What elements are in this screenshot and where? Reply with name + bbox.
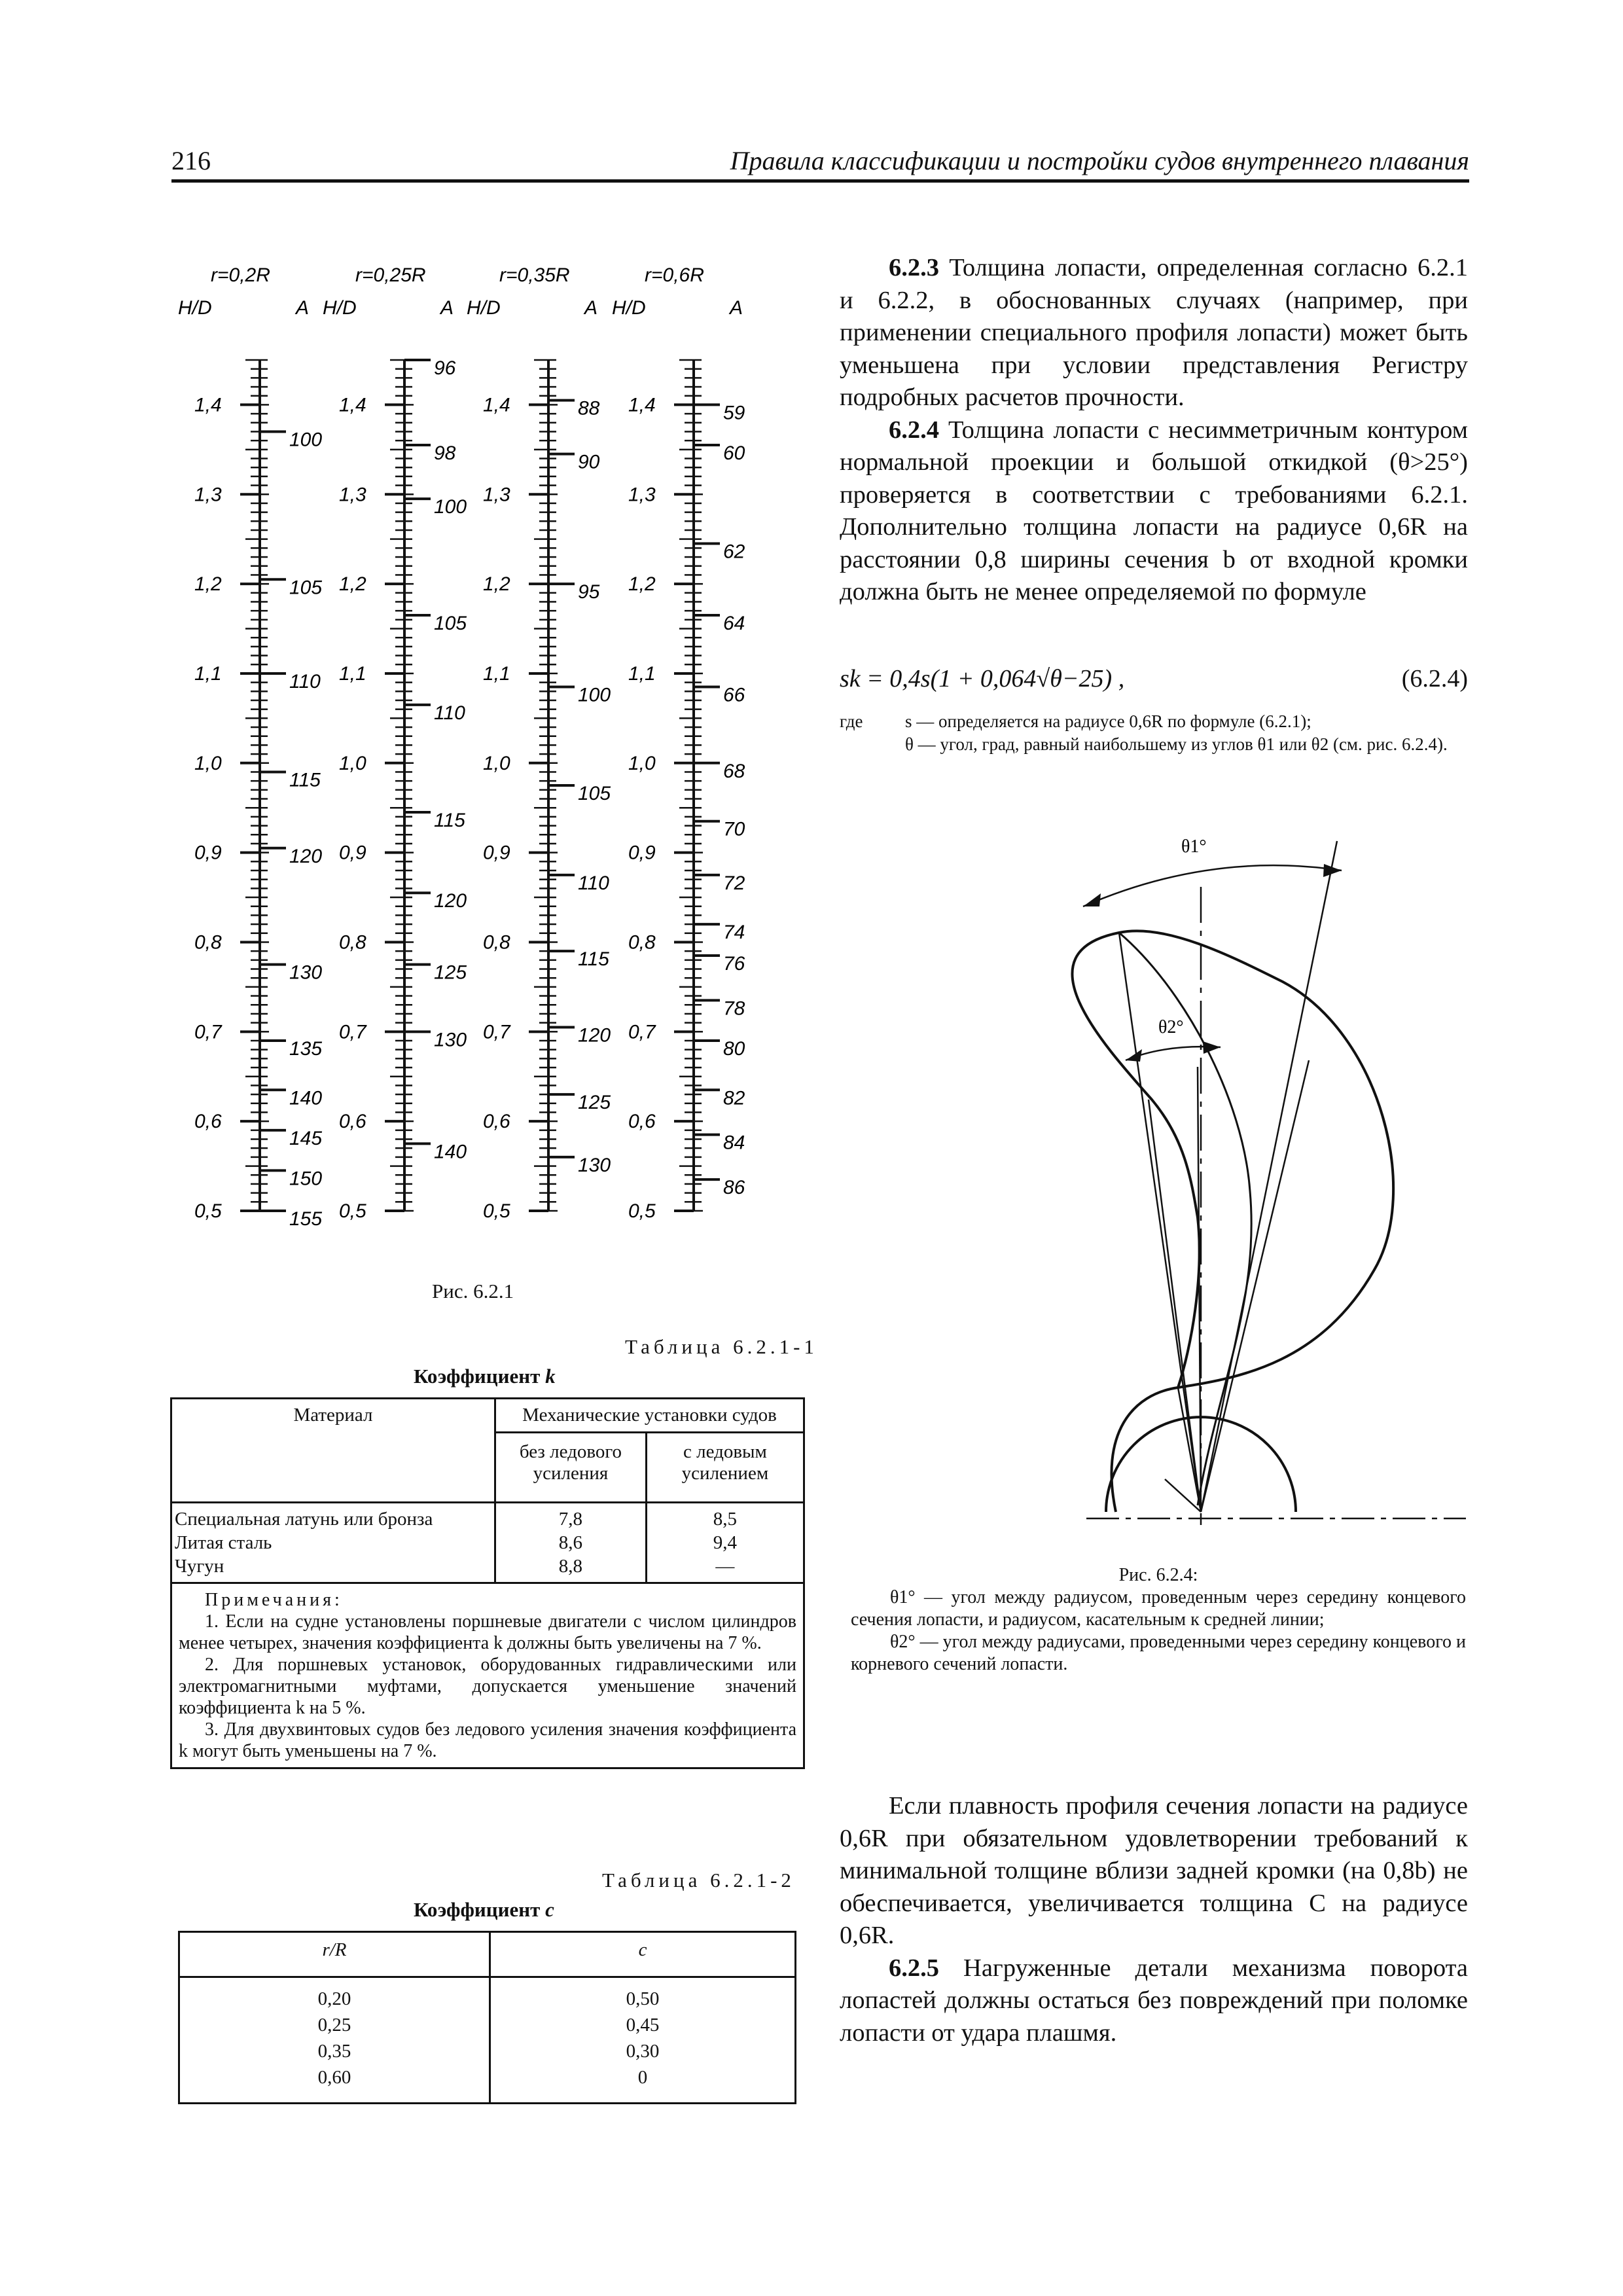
hd-tick-label: 1,0 [483, 752, 510, 774]
a-tick-label: 100 [289, 429, 323, 451]
hd-tick-label: 0,5 [194, 1200, 222, 1222]
a-tick-label: 115 [289, 769, 321, 791]
a-tick-label: 105 [578, 783, 611, 804]
c-value: 0,30 [626, 2041, 660, 2062]
scale-hd-header: H/D [178, 297, 212, 319]
hd-tick-label: 0,6 [194, 1111, 222, 1133]
hd-tick-label: 0,8 [339, 931, 366, 954]
a-tick-label: 86 [723, 1177, 745, 1199]
value-cell: 8,8 [558, 1556, 583, 1577]
running-title: Правила классификации и постройки судов внутреннего плавания [730, 146, 1469, 175]
hd-tick-label: 1,4 [483, 394, 510, 416]
section-text-top [840, 252, 1468, 609]
a-tick-label: 120 [578, 1024, 611, 1047]
hd-tick-label: 0,9 [194, 842, 222, 864]
hd-tick-label: 1,3 [483, 484, 510, 506]
hd-tick-label: 1,1 [339, 662, 366, 685]
hd-tick-label: 1,1 [194, 662, 222, 685]
paragraph-after-figure: Если плавность профиля сечения лопасти на радиусе 0,6R при обязательном удовлетворении требований к минимальной толщине вблизи задней кромки (на 0,8b) не обеспечивается, увеличивается толщина С на радиусе 0,6R. [840, 1792, 1468, 1949]
scale-r-label: r=0,35R [499, 264, 570, 286]
hd-tick-label: 0,9 [483, 842, 510, 864]
note-item: 2. Для поршневых установок, оборудованных гидравлическими или электромагнитными муфтами, допускается уменьшение значений коэффициента k на 5 %. [179, 1655, 796, 1718]
a-tick-label: 120 [289, 845, 323, 867]
value-cell: 7,8 [558, 1509, 583, 1530]
a-tick-label: 155 [289, 1208, 323, 1230]
a-tick-label: 110 [434, 702, 465, 724]
figure-6-2-1-caption: Рис. 6.2.1 [432, 1280, 514, 1302]
col-c: c [490, 1932, 796, 1977]
a-tick-label: 150 [289, 1168, 323, 1190]
legend-theta: θ — угол, град, равный наибольшему из углов θ1 или θ2 (см. рис. 6.2.4). [905, 734, 1448, 754]
arrowhead [1203, 1041, 1221, 1054]
table-k [170, 1397, 805, 1769]
a-tick-label: 64 [723, 613, 745, 634]
hd-tick-label: 0,5 [483, 1200, 510, 1222]
material-cell: Специальная латунь или бронза [175, 1509, 433, 1530]
c-value: 0 [637, 2067, 648, 2088]
arrowhead [1126, 1049, 1142, 1062]
hd-tick-label: 0,8 [483, 931, 510, 954]
a-tick-label: 115 [578, 948, 609, 971]
a-tick-label: 80 [723, 1038, 745, 1060]
clause-number: 6.2.4 [889, 416, 939, 444]
hd-tick-label: 1,0 [628, 752, 656, 774]
a-tick-label: 82 [723, 1087, 745, 1109]
hd-tick-label: 1,4 [194, 394, 222, 416]
note-item: 3. Для двухвинтовых судов без ледового усиления значения коэффициента k могут быть уменьшены на 7 %. [179, 1719, 796, 1761]
scale-hd-header: H/D [612, 297, 646, 319]
hd-tick-label: 0,6 [628, 1111, 656, 1133]
scale-hd-header: H/D [323, 297, 357, 319]
clause-number: 6.2.5 [889, 1954, 939, 1982]
material-cell: Чугун [175, 1556, 224, 1577]
a-tick-label: 100 [578, 684, 611, 706]
a-tick-label: 145 [289, 1127, 323, 1149]
clause-text: Толщина лопасти, определенная согласно 6.2.1 и 6.2.2, в обоснованных случаях (например, при применении специального профиля лопасти) может быть уменьшена при условии представления Регистру подробных расчетов прочности. [840, 254, 1468, 411]
hd-tick-label: 1,4 [339, 394, 366, 416]
theta2-label: θ2° [1158, 1017, 1184, 1037]
a-tick-label: 125 [578, 1092, 611, 1114]
a-tick-label: 88 [578, 397, 600, 420]
col-ice: с ледовым усилением [646, 1433, 804, 1503]
hd-tick-label: 1,1 [483, 662, 510, 685]
table-k-notes [171, 1583, 804, 1768]
col-no-ice: без ледового усиления [495, 1433, 647, 1503]
a-tick-label: 140 [434, 1141, 467, 1163]
radius-line-tangent [1201, 841, 1337, 1512]
note-item: 1. Если на судне установлены поршневые двигатели с числом цилиндров менее четырех, значения коэффициента k должны быть увеличены на 7 %. [179, 1611, 796, 1653]
hd-tick-label: 0,9 [339, 842, 366, 864]
r-value: 0,20 [317, 1988, 351, 2009]
clause-text: Толщина лопасти с несимметричным контуром нормальной проекции и большой откидкой (θ>25°) проверяется в соответствии с требованиями 6.2.1. Дополнительно толщина лопасти на радиусе 0,6R на расстоянии 0,8 ширины сечения b от входной кромки должна быть не менее определяемой по формуле [840, 416, 1468, 605]
hd-tick-label: 0,7 [483, 1021, 510, 1043]
where-word: где [840, 711, 863, 731]
c-value: 0,45 [626, 2015, 660, 2036]
a-tick-label: 66 [723, 684, 745, 706]
hd-tick-label: 0,5 [339, 1200, 366, 1222]
scale-hd-header: H/D [467, 297, 501, 319]
hd-tick-label: 1,3 [194, 484, 222, 506]
radius-line [1149, 1100, 1201, 1512]
a-tick-label: 130 [578, 1154, 611, 1176]
a-tick-label: 105 [434, 613, 467, 634]
hd-tick-label: 0,6 [339, 1111, 366, 1133]
hd-tick-label: 0,8 [194, 931, 222, 954]
a-tick-label: 115 [434, 810, 465, 832]
scale-a-header: A [440, 297, 454, 319]
caption-desc-1: θ1° — угол между радиусом, проведенным через середину концевого сечения лопасти, и радиусом, касательным к средней линии; [851, 1587, 1466, 1630]
arrowhead [1083, 893, 1101, 906]
clause-number: 6.2.3 [889, 254, 939, 281]
blade-figure-6-2-4 [903, 825, 1466, 1545]
hd-tick-label: 1,3 [339, 484, 366, 506]
section-text-bottom [840, 1790, 1468, 2049]
scale-a-header: A [730, 297, 743, 319]
paragraph-6-2-4 [840, 414, 1468, 609]
col-r: r/R [179, 1932, 490, 1977]
a-tick-label: 120 [434, 890, 467, 912]
table-c-label: Таблица 6.2.1-2 [602, 1869, 795, 1892]
a-tick-label: 59 [723, 402, 745, 424]
theta1-label: θ1° [1181, 836, 1207, 857]
hd-tick-label: 1,2 [339, 573, 366, 596]
page-number: 216 [171, 146, 211, 175]
r-value: 0,25 [317, 2015, 351, 2036]
a-tick-label: 105 [289, 577, 323, 599]
scale-a-header: A [296, 297, 310, 319]
a-tick-label: 60 [723, 442, 745, 464]
scale-r-label: r=0,6R [645, 264, 704, 286]
a-tick-label: 84 [723, 1132, 745, 1154]
hd-tick-label: 0,5 [628, 1200, 656, 1222]
value-cell: 8,5 [713, 1509, 738, 1530]
hd-tick-label: 1,0 [194, 752, 222, 774]
figure-6-2-4-caption-block [851, 1564, 1466, 1676]
hd-tick-label: 0,7 [194, 1021, 222, 1043]
a-tick-label: 62 [723, 541, 745, 563]
a-tick-label: 72 [723, 872, 745, 894]
hd-tick-label: 0,6 [483, 1111, 510, 1133]
hd-tick-label: 1,2 [628, 573, 656, 596]
r-value: 0,60 [317, 2067, 351, 2088]
col-material: Материал [171, 1399, 495, 1503]
paragraph-6-2-3 [840, 252, 1468, 414]
formula-number: (6.2.4) [1401, 665, 1468, 692]
blade-outline [1072, 931, 1393, 1512]
table-c [178, 1931, 796, 2104]
a-tick-label: 135 [289, 1038, 323, 1060]
hd-tick-label: 0,7 [339, 1021, 366, 1043]
hd-tick-label: 0,9 [628, 842, 656, 864]
a-tick-label: 140 [289, 1087, 323, 1109]
material-cell: Литая сталь [175, 1532, 272, 1553]
scale-r-label: r=0,2R [211, 264, 270, 286]
c-value: 0,50 [626, 1988, 660, 2009]
table-k-label: Таблица 6.2.1-1 [625, 1335, 818, 1358]
header-rule [171, 179, 1469, 183]
hd-tick-label: 0,8 [628, 931, 656, 954]
nomogram-figure-6-2-1 [170, 262, 792, 1257]
a-tick-label: 70 [723, 818, 745, 840]
theta1-arc [1083, 865, 1342, 906]
a-tick-label: 76 [723, 953, 745, 975]
scale-r-label: r=0,25R [355, 264, 426, 286]
a-tick-label: 96 [434, 357, 456, 379]
figure-6-2-4-caption: Рис. 6.2.4: [1118, 1565, 1198, 1585]
col-group: Механические установки судов [495, 1399, 804, 1433]
a-tick-label: 130 [434, 1029, 467, 1051]
notes-title: Примечания: [205, 1590, 343, 1610]
value-cell: — [715, 1556, 735, 1577]
hd-tick-label: 1,1 [628, 662, 656, 685]
a-tick-label: 68 [723, 760, 745, 782]
a-tick-label: 100 [434, 496, 467, 518]
a-tick-label: 95 [578, 581, 600, 603]
a-tick-label: 110 [578, 872, 609, 894]
hd-tick-label: 1,3 [628, 484, 656, 506]
r-value: 0,35 [317, 2041, 351, 2062]
radius-line [1201, 1060, 1309, 1512]
a-tick-label: 110 [289, 670, 321, 692]
value-cell: 8,6 [558, 1532, 583, 1553]
value-cell: 9,4 [713, 1532, 738, 1553]
legend-s: s — определяется на радиусе 0,6R по формуле (6.2.1); [905, 711, 1311, 731]
a-tick-label: 74 [723, 922, 745, 944]
caption-desc-2: θ2° — угол между радиусами, проведенными через середину концевого и корневого сечений лопасти. [851, 1632, 1466, 1674]
table-k-title: Коэффициент k [414, 1365, 556, 1388]
a-tick-label: 90 [578, 451, 600, 473]
scale-a-header: A [584, 297, 598, 319]
formula-expression: sk = 0,4s(1 + 0,064√θ−25) , [840, 665, 1125, 692]
a-tick-label: 125 [434, 961, 467, 984]
paragraph-6-2-5 [840, 1952, 1468, 2050]
formula-legend [840, 710, 1468, 756]
hd-tick-label: 1,2 [194, 573, 222, 596]
formula-6-2-4 [840, 664, 1468, 693]
a-tick-label: 130 [289, 961, 323, 984]
hd-tick-label: 1,0 [339, 752, 366, 774]
a-tick-label: 78 [723, 997, 745, 1020]
hd-tick-label: 0,7 [628, 1021, 656, 1043]
table-c-title: Коэффициент c [414, 1898, 554, 1921]
hd-tick-label: 1,4 [628, 394, 656, 416]
a-tick-label: 98 [434, 442, 456, 464]
clause-text: Нагруженные детали механизма поворота лопастей должны остаться без повреждений при поломке лопасти от удара плашмя. [840, 1954, 1469, 2047]
hd-tick-label: 1,2 [483, 573, 510, 596]
